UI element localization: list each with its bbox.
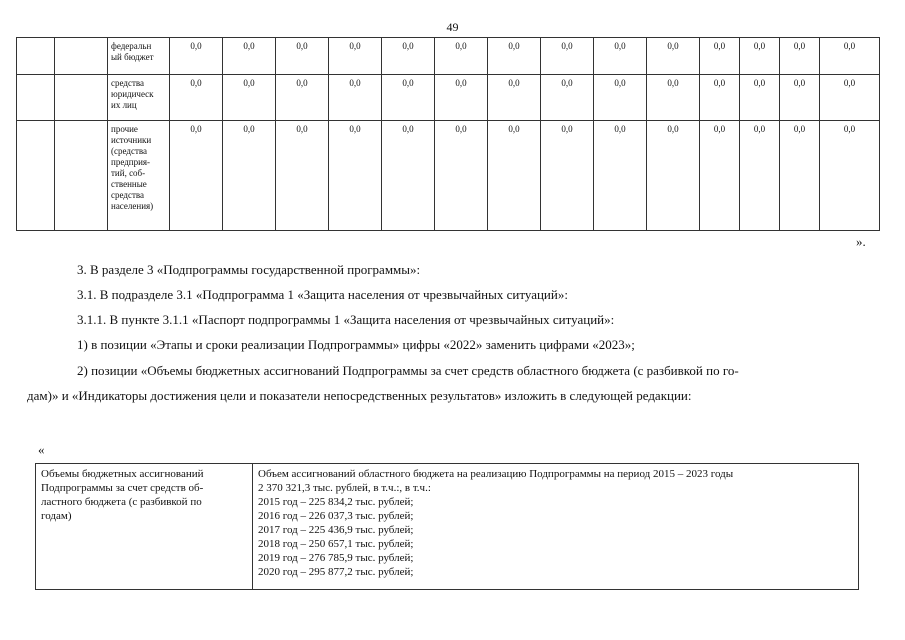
empty-cell <box>55 121 108 231</box>
value-cell: 0,0 <box>329 38 382 75</box>
value-cell: 0,0 <box>647 121 700 231</box>
passport-value-line: 2017 год – 225 436,9 тыс. рублей; <box>258 524 414 536</box>
value-cell: 0,0 <box>594 121 647 231</box>
passport-value-line: 2018 год – 250 657,1 тыс. рублей; <box>258 538 414 550</box>
paragraph-point-1: 1) в позиции «Этапы и сроки реализации Подпрограммы» цифры «2022» заменить цифрами «2023»; <box>77 337 635 352</box>
value-cell: 0,0 <box>382 38 435 75</box>
value-cell: 0,0 <box>740 38 780 75</box>
value-cell: 0,0 <box>223 75 276 121</box>
funding-source-line: федеральн <box>111 41 152 51</box>
value-cell: 0,0 <box>820 38 880 75</box>
value-cell: 0,0 <box>488 75 541 121</box>
passport-value-line: 2019 год – 276 785,9 тыс. рублей; <box>258 552 414 564</box>
value-cell: 0,0 <box>435 75 488 121</box>
passport-label <box>41 467 247 523</box>
paragraph-point-2-continued: дам)» и «Индикаторы достижения цели и показатели непосредственных результатов» изложить в следующей редакции: <box>27 388 692 403</box>
value-cell: 0,0 <box>700 75 740 121</box>
funding-source-cell <box>108 75 170 121</box>
value-cell: 0,0 <box>647 38 700 75</box>
budget-table-body <box>17 38 880 231</box>
value-cell: 0,0 <box>435 121 488 231</box>
passport-value-line: 2015 год – 225 834,2 тыс. рублей; <box>258 496 414 508</box>
budget-table <box>16 37 880 231</box>
value-cell: 0,0 <box>276 75 329 121</box>
value-cell: 0,0 <box>700 38 740 75</box>
passport-value-line: 2016 год – 226 037,3 тыс. рублей; <box>258 510 414 522</box>
passport-value-line: 2 370 321,3 тыс. рублей, в т.ч.:, в т.ч.: <box>258 482 431 494</box>
funding-source-line: юридическ <box>111 89 154 99</box>
funding-source-line: предприя- <box>111 157 151 167</box>
page-number: 49 <box>446 20 459 34</box>
funding-source-line: населения) <box>111 201 154 211</box>
paragraph-subsection-3-1: 3.1. В подразделе 3.1 «Подпрограмма 1 «Защита населения от чрезвычайных ситуаций»: <box>77 287 568 302</box>
value-cell: 0,0 <box>780 75 820 121</box>
funding-source-line: ственные <box>111 179 147 189</box>
passport-label-line: Подпрограммы за счет средств об- <box>41 482 204 494</box>
value-cell: 0,0 <box>780 121 820 231</box>
paragraph-section-3: 3. В разделе 3 «Подпрограммы государственной программы»: <box>77 262 421 277</box>
funding-source-cell <box>108 38 170 75</box>
paragraph-item-3-1-1: 3.1.1. В пункте 3.1.1 «Паспорт подпрограммы 1 «Защита населения от чрезвычайных ситуаций»: <box>77 312 615 327</box>
value-cell: 0,0 <box>541 75 594 121</box>
budget-row <box>17 38 880 75</box>
empty-cell <box>55 75 108 121</box>
funding-source-line: средства <box>111 190 145 200</box>
value-cell: 0,0 <box>488 121 541 231</box>
funding-source-line: (средства <box>111 146 147 156</box>
empty-cell <box>17 121 55 231</box>
value-cell: 0,0 <box>541 121 594 231</box>
value-cell: 0,0 <box>820 121 880 231</box>
value-cell: 0,0 <box>820 75 880 121</box>
value-cell: 0,0 <box>647 75 700 121</box>
passport-value-line: 2020 год – 295 877,2 тыс. рублей; <box>258 566 414 578</box>
passport-value <box>258 467 853 579</box>
value-cell: 0,0 <box>382 121 435 231</box>
opening-quote: « <box>38 442 45 457</box>
funding-source-line: ый бюджет <box>111 52 154 62</box>
value-cell: 0,0 <box>223 38 276 75</box>
passport-table <box>35 463 859 590</box>
value-cell: 0,0 <box>740 121 780 231</box>
value-cell: 0,0 <box>223 121 276 231</box>
value-cell: 0,0 <box>740 75 780 121</box>
funding-source-line: тий, соб- <box>111 168 146 178</box>
value-cell: 0,0 <box>276 38 329 75</box>
closing-quote: ». <box>856 234 866 249</box>
value-cell: 0,0 <box>170 121 223 231</box>
paragraph-point-2: 2) позиции «Объемы бюджетных ассигнований Подпрограммы за счет средств областного бюджета (с разбивкой по го- <box>77 363 739 378</box>
passport-value-line: Объем ассигнований областного бюджета на реализацию Подпрограммы на период 2015 – 2023 годы <box>258 468 734 480</box>
funding-source-line: источники <box>111 135 152 145</box>
passport-row <box>36 464 859 590</box>
value-cell: 0,0 <box>170 38 223 75</box>
passport-label-line: Объемы бюджетных ассигнований <box>41 468 204 480</box>
value-cell: 0,0 <box>780 38 820 75</box>
value-cell: 0,0 <box>488 38 541 75</box>
funding-source-cell <box>108 121 170 231</box>
passport-value-cell <box>253 464 859 590</box>
empty-cell <box>17 75 55 121</box>
value-cell: 0,0 <box>435 38 488 75</box>
passport-label-line: ластного бюджета (с разбивкой по <box>41 496 202 508</box>
empty-cell <box>17 38 55 75</box>
passport-label-line: годам) <box>41 510 72 522</box>
passport-label-cell <box>36 464 253 590</box>
value-cell: 0,0 <box>594 75 647 121</box>
value-cell: 0,0 <box>382 75 435 121</box>
funding-source-line: прочие <box>111 124 138 134</box>
value-cell: 0,0 <box>594 38 647 75</box>
value-cell: 0,0 <box>170 75 223 121</box>
funding-source-line: их лиц <box>111 100 137 110</box>
budget-row <box>17 75 880 121</box>
value-cell: 0,0 <box>700 121 740 231</box>
value-cell: 0,0 <box>329 121 382 231</box>
budget-row <box>17 121 880 231</box>
value-cell: 0,0 <box>276 121 329 231</box>
funding-source-line: средства <box>111 78 145 88</box>
value-cell: 0,0 <box>541 38 594 75</box>
value-cell: 0,0 <box>329 75 382 121</box>
empty-cell <box>55 38 108 75</box>
